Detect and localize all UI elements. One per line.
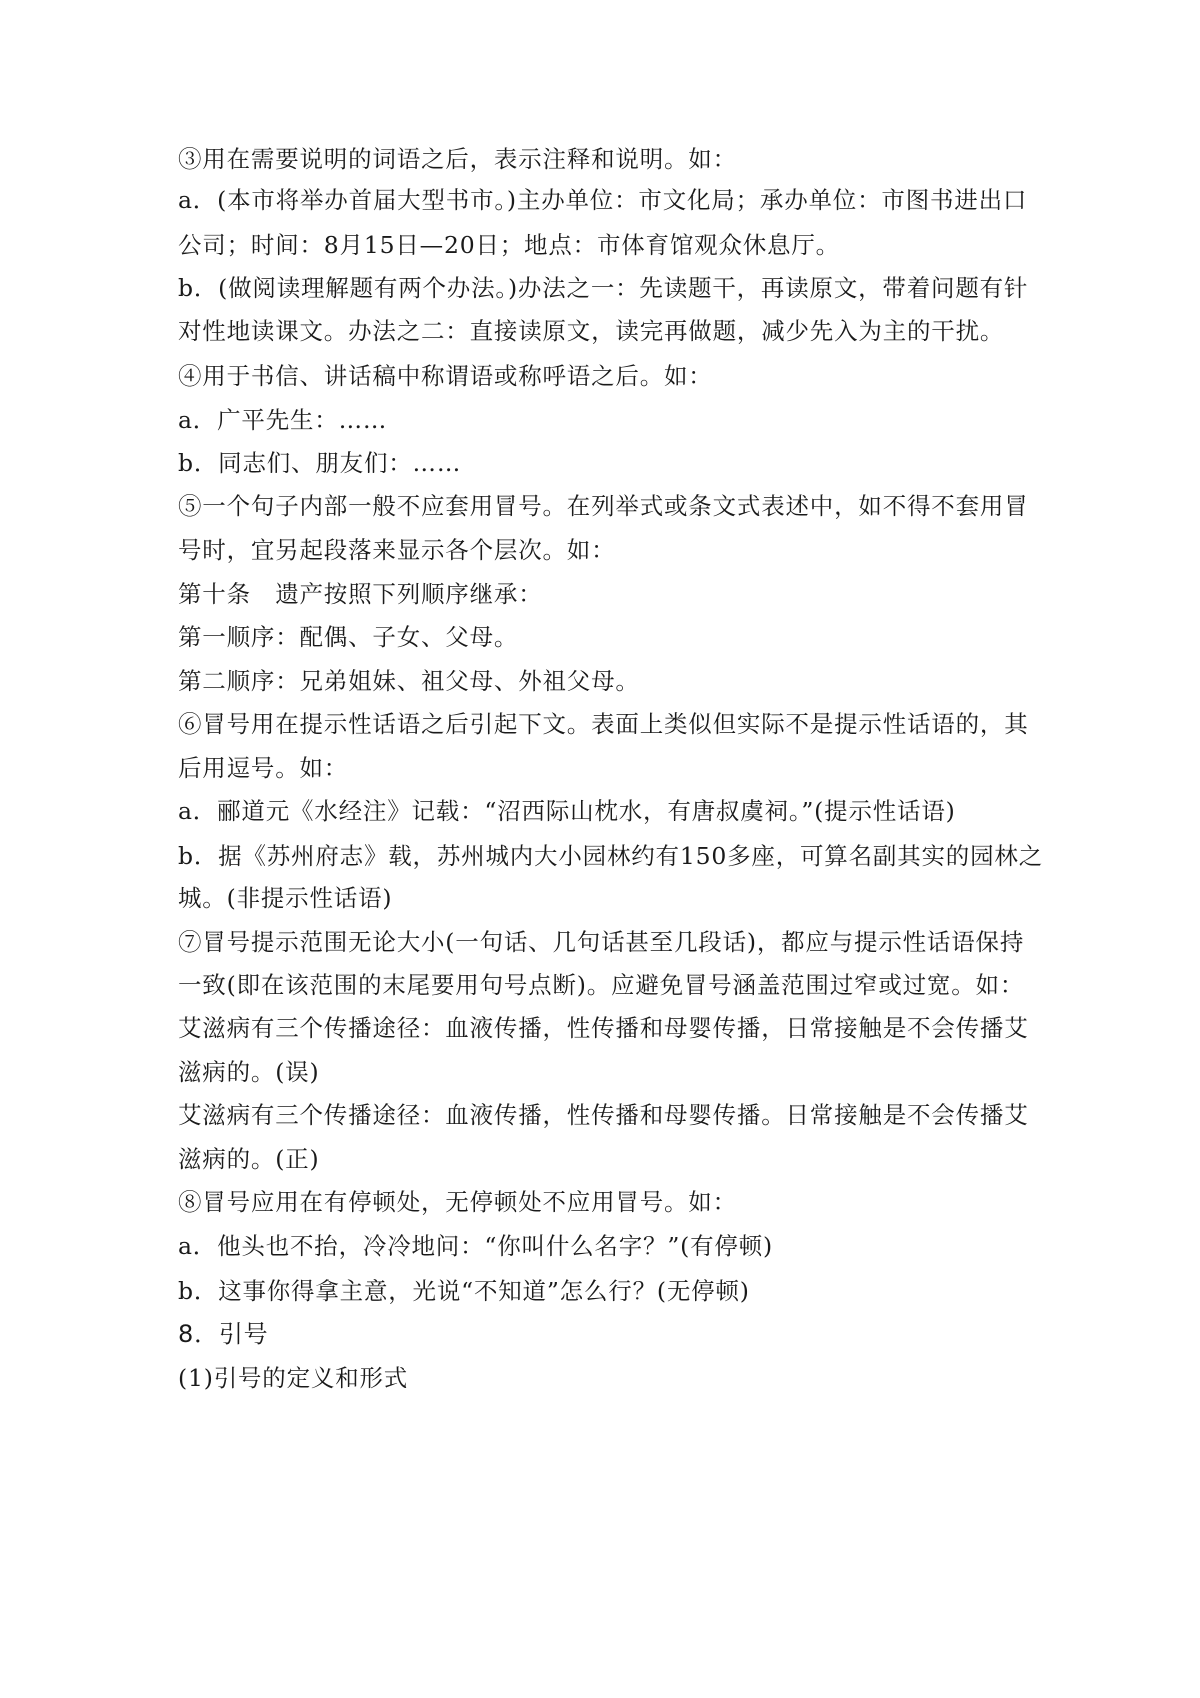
text-line: 第十条 遗产按照下列顺序继承：	[178, 580, 543, 608]
text-line: 后用逗号。如：	[178, 754, 349, 782]
text-line: b．据《苏州府志》载，苏州城内大小园林约有150多座，可算名副其实的园林之	[178, 842, 1043, 870]
text-line: a．他头也不抬，冷冷地问：“你叫什么名字？”(有停顿)	[178, 1232, 773, 1260]
text-line: 对性地读课文。办法之二：直接读原文，读完再做题，减少先入为主的干扰。	[178, 317, 1005, 345]
text-line: 城。(非提示性话语)	[178, 884, 393, 912]
text-line: ⑤一个句子内部一般不应套用冒号。在列举式或条文式表述中，如不得不套用冒	[178, 492, 1029, 520]
text-line: b．同志们、朋友们：……	[178, 449, 462, 477]
text-line: b．(做阅读理解题有两个办法。)办法之一：先读题干，再读原文，带着问题有针	[178, 274, 1029, 302]
text-line: ⑦冒号提示范围无论大小(一句话、几句话甚至几段话)，都应与提示性话语保持	[178, 928, 1025, 956]
text-line: 第一顺序：配偶、子女、父母。	[178, 623, 519, 651]
text-line: a．(本市将举办首届大型书市。)主办单位：市文化局；承办单位：市图书进出口	[178, 186, 1028, 214]
section-heading: 8．引号	[178, 1320, 269, 1348]
text-line: a．广平先生：……	[178, 406, 388, 434]
text-line: 号时，宜另起段落来显示各个层次。如：	[178, 536, 616, 564]
text-line: a．郦道元《水经注》记载：“沼西际山枕水，有唐叔虞祠。”(提示性话语)	[178, 797, 956, 825]
subsection-heading: (1)引号的定义和形式	[178, 1364, 409, 1392]
text-line: 滋病的。(正)	[178, 1145, 320, 1173]
text-line: 艾滋病有三个传播途径：血液传播，性传播和母婴传播，日常接触是不会传播艾	[178, 1014, 1029, 1042]
text-line: ③用在需要说明的词语之后，表示注释和说明。如：	[178, 145, 737, 173]
text-line: 滋病的。(误)	[178, 1058, 320, 1086]
text-line: ④用于书信、讲话稿中称谓语或称呼语之后。如：	[178, 362, 713, 390]
text-line: 艾滋病有三个传播途径：血液传播，性传播和母婴传播。日常接触是不会传播艾	[178, 1101, 1029, 1129]
text-line: 公司；时间：8月15日—20日；地点：市体育馆观众休息厅。	[178, 231, 840, 259]
text-line: ⑧冒号应用在有停顿处，无停顿处不应用冒号。如：	[178, 1188, 737, 1216]
text-line: 一致(即在该范围的末尾要用句号点断)。应避免冒号涵盖范围过窄或过宽。如：	[178, 971, 1025, 999]
text-line: 第二顺序：兄弟姐妹、祖父母、外祖父母。	[178, 667, 640, 695]
text-line: b．这事你得拿主意，光说“不知道”怎么行？(无停顿)	[178, 1277, 750, 1305]
text-line: ⑥冒号用在提示性话语之后引起下文。表面上类似但实际不是提示性话语的，其	[178, 710, 1029, 738]
